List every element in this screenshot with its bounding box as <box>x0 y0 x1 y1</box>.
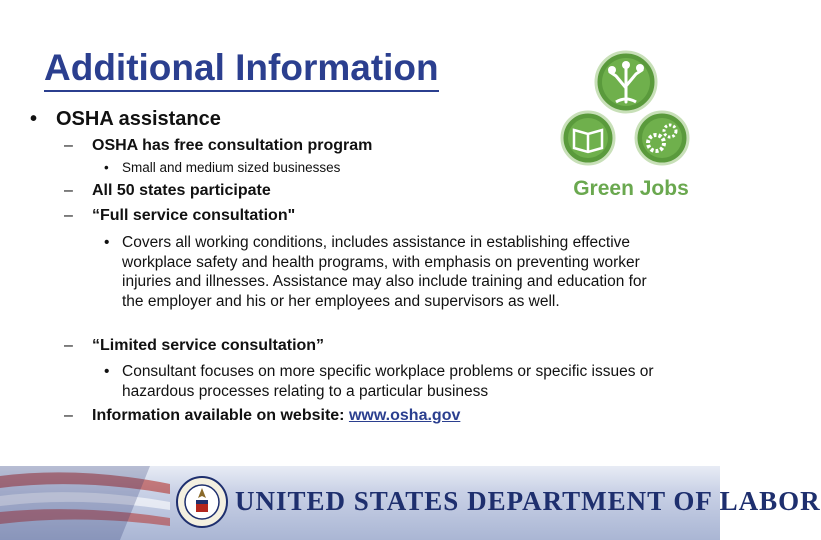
bullet-full-service-detail: • Covers all working conditions, includes assistance in establishing effective workplace safety and health programs, with emphasis on preventing worker injuries and illnesses. Assistance may also include training and education for the employer and his or her employees and supervisors as well. <box>104 234 647 310</box>
bullet-website-info: – Information available on website: www.osha.gov <box>64 407 461 424</box>
bullet-limited-service-detail: • Consultant focuses on more specific workplace problems or specific issues or hazardous processes relating to a particular business <box>104 363 654 400</box>
dol-footer-banner <box>0 466 821 540</box>
bullet-full-service: – “Full service consultation" <box>64 207 296 224</box>
green-jobs-logo <box>556 50 706 210</box>
slide-title: Additional Information <box>44 46 439 92</box>
book-icon <box>562 112 614 164</box>
bullet-small-businesses: • Small and medium sized businesses <box>104 160 341 175</box>
bullet-limited-service: – “Limited service consultation” <box>64 337 325 354</box>
bullet-all-states: – All 50 states participate <box>64 182 271 199</box>
gears-icon <box>636 112 688 164</box>
bullet-free-consultation: – OSHA has free consultation program <box>64 137 373 154</box>
tree-icon <box>596 52 656 112</box>
bullet-osha-assistance: • OSHA assistance <box>30 108 221 130</box>
dol-seal-icon <box>176 476 228 528</box>
logo-text: Green Jobs <box>573 177 689 200</box>
osha-website-link[interactable]: www.osha.gov <box>348 407 461 424</box>
footer-department-name: UNITED STATES DEPARTMENT OF LABOR <box>235 486 821 516</box>
